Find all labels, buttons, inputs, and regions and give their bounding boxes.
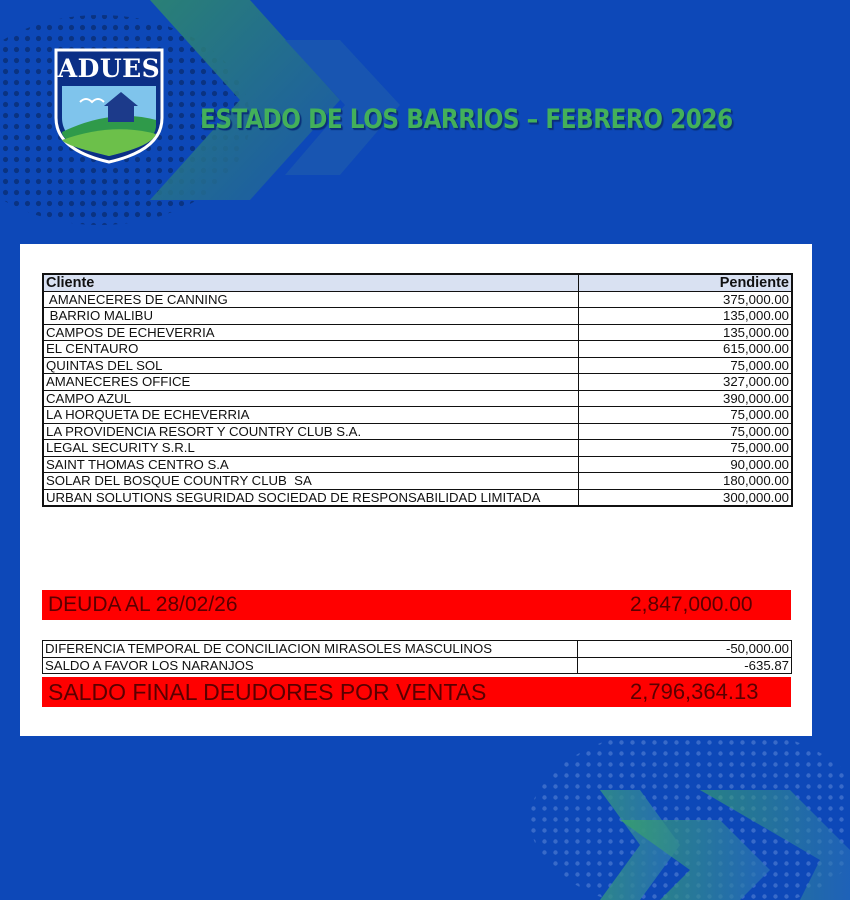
pending-column-header: Pendiente — [578, 274, 792, 291]
adues-logo — [52, 46, 166, 164]
pending-cell: 180,000.00 — [578, 473, 792, 490]
pending-cell: 135,000.00 — [578, 324, 792, 341]
client-cell: CAMPO AZUL — [43, 390, 578, 407]
adjustment-value: -50,000.00 — [578, 641, 792, 658]
client-cell: SAINT THOMAS CENTRO S.A — [43, 456, 578, 473]
table-row — [43, 423, 792, 440]
final-balance-label: SALDO FINAL DEUDORES POR VENTAS — [48, 679, 487, 705]
client-cell: CAMPOS DE ECHEVERRIA — [43, 324, 578, 341]
client-cell: BARRIO MALIBU — [43, 308, 578, 325]
client-cell: EL CENTAURO — [43, 341, 578, 358]
table-row — [43, 357, 792, 374]
table-row — [43, 308, 792, 325]
client-cell: AMANECERES DE CANNING — [43, 291, 578, 308]
debt-total-bar — [42, 590, 791, 620]
table-header-row — [43, 274, 792, 291]
table-row — [43, 407, 792, 424]
debt-value: 2,847,000.00 — [630, 593, 753, 616]
pending-cell: 75,000.00 — [578, 423, 792, 440]
client-cell: SOLAR DEL BOSQUE COUNTRY CLUB SA — [43, 473, 578, 490]
adjustments-table — [42, 640, 792, 674]
adjustment-label: DIFERENCIA TEMPORAL DE CONCILIACION MIRASOLES MASCULINOS — [43, 641, 578, 658]
client-cell: LA HORQUETA DE ECHEVERRIA — [43, 407, 578, 424]
page-title: ESTADO DE LOS BARRIOS – FEBRERO 2026 — [200, 104, 733, 135]
client-cell: URBAN SOLUTIONS SEGURIDAD SOCIEDAD DE RESPONSABILIDAD LIMITADA — [43, 489, 578, 506]
pending-cell: 327,000.00 — [578, 374, 792, 391]
report-sheet — [20, 244, 812, 736]
client-cell: QUINTAS DEL SOL — [43, 357, 578, 374]
client-cell: AMANECERES OFFICE — [43, 374, 578, 391]
table-row — [43, 440, 792, 457]
table-row — [43, 641, 792, 658]
logo-text: ADUES — [57, 54, 161, 83]
adjustment-value: -635.87 — [578, 657, 792, 674]
pending-cell: 90,000.00 — [578, 456, 792, 473]
pending-cell: 75,000.00 — [578, 440, 792, 457]
pending-cell: 390,000.00 — [578, 390, 792, 407]
pending-table — [42, 273, 793, 507]
pending-cell: 75,000.00 — [578, 357, 792, 374]
table-row — [43, 374, 792, 391]
table-row — [43, 657, 792, 674]
pending-cell: 300,000.00 — [578, 489, 792, 506]
table-row — [43, 341, 792, 358]
table-row — [43, 291, 792, 308]
pending-table-body — [43, 291, 792, 506]
table-row — [43, 489, 792, 506]
pending-cell: 135,000.00 — [578, 308, 792, 325]
debt-label: DEUDA AL 28/02/26 — [48, 593, 238, 616]
client-cell: LEGAL SECURITY S.R.L — [43, 440, 578, 457]
table-row — [43, 390, 792, 407]
pending-cell: 75,000.00 — [578, 407, 792, 424]
client-column-header: Cliente — [43, 274, 578, 291]
pending-cell: 375,000.00 — [578, 291, 792, 308]
table-row — [43, 324, 792, 341]
adjustment-label: SALDO A FAVOR LOS NARANJOS — [43, 657, 578, 674]
final-balance-value: 2,796,364.13 — [630, 679, 759, 704]
client-cell: LA PROVIDENCIA RESORT Y COUNTRY CLUB S.A. — [43, 423, 578, 440]
final-balance-bar — [42, 677, 791, 707]
table-row — [43, 456, 792, 473]
table-row — [43, 473, 792, 490]
pending-cell: 615,000.00 — [578, 341, 792, 358]
